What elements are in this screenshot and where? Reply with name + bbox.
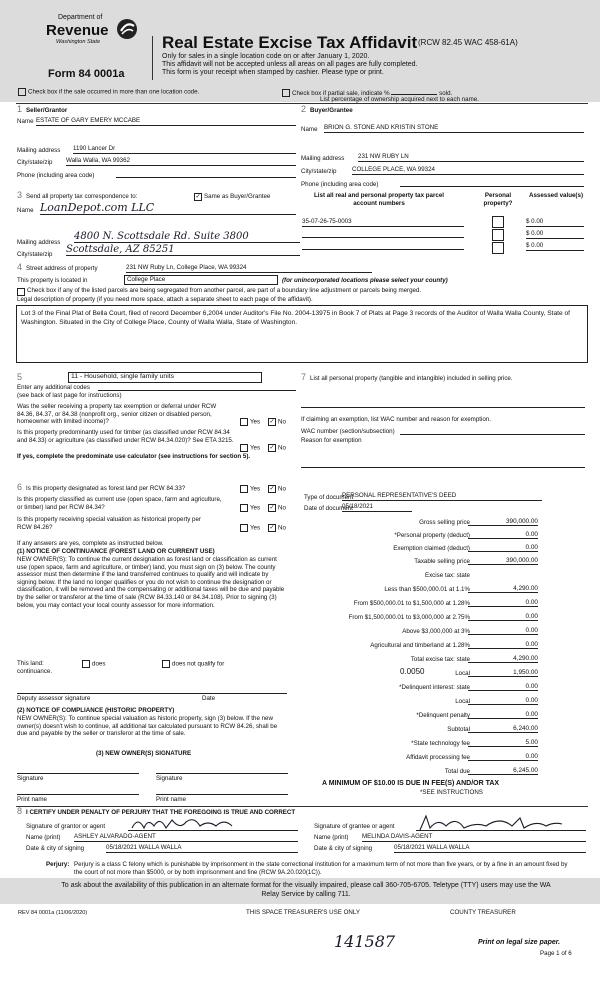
correspondence-city-field[interactable]: Scottsdale, AZ 85251	[66, 244, 300, 256]
buyer-phone-label: Phone (including area code)	[301, 181, 379, 188]
signature-label-1: Signature	[17, 775, 44, 782]
seller-phone-field[interactable]	[116, 170, 296, 178]
located-select[interactable]: College Place	[124, 275, 278, 285]
forest-yes[interactable]	[240, 485, 260, 493]
timber-no[interactable]	[268, 444, 286, 452]
located-label: This property is located in	[17, 277, 88, 284]
tax-line-label: Affidavit processing fee	[406, 754, 470, 761]
checkbox-does[interactable]	[82, 660, 90, 668]
tax-line-value[interactable]: 4,290.00	[468, 655, 538, 663]
checkbox-partial-sale[interactable]	[282, 89, 290, 97]
legal-label: Legal description of property (if you need more space, attach a separate sheet to each page of the affidavit).	[17, 296, 313, 303]
print-name-label-2: Print name	[156, 796, 186, 803]
tax-line-value[interactable]: 0.00	[468, 683, 538, 691]
legal-description-text: Lot 3 of the Final Plat of Bella Court, filed of record December 6,2004 under Auditor's File No. 2004-13975 in Book 7 of Plats at Page 3 records of the Auditor of Walla Walla County, State of Washington. Situated in the City of College Place, County of Walla Walla, State of Washington.	[21, 310, 570, 326]
yes-label: Yes	[250, 485, 261, 493]
checkbox-same-as-buyer[interactable]: ✓	[195, 194, 201, 200]
form-rcw: (RCW 82.45 WAC 458-61A)	[418, 38, 518, 47]
alt-format-text: To ask about the availability of this publication in an alternate format for the visually impaired, please call 360-705-6705. Teletype (TTY) users may use the WA Relay Service by calling 711.	[61, 882, 551, 898]
county-treasurer: COUNTY TREASURER	[450, 909, 516, 916]
tax-line-label: Gross selling price	[419, 519, 470, 526]
current-use-yes[interactable]	[240, 504, 260, 512]
parcel-personal-checkbox[interactable]	[492, 242, 504, 254]
doc-type-label: Type of document	[304, 494, 354, 501]
parcel-table	[300, 190, 588, 258]
checkbox-yes[interactable]	[240, 444, 248, 452]
tax-line-label: Less than $500,000.01 at 1.1%	[384, 586, 470, 593]
page-number: Page 1 of 6	[540, 950, 572, 957]
tax-line-value[interactable]: 0.00	[468, 697, 538, 705]
tax-line-label: Exemption claimed (deduct)	[393, 545, 470, 552]
tax-line-label: Taxable selling price	[414, 558, 470, 565]
certify-statement: I CERTIFY UNDER PENALTY OF PERJURY THAT THE FOREGOING IS TRUE AND CORRECT	[26, 809, 296, 816]
land-does[interactable]	[82, 660, 105, 668]
street-num: 4	[17, 262, 23, 272]
tax-line-label: Total excise tax: state	[410, 656, 470, 663]
check-partial-label: Check box if partial sale, indicate %	[292, 90, 390, 97]
seller-section	[16, 104, 298, 186]
new-owner-print-field-1[interactable]	[17, 787, 139, 795]
parcel-value-field[interactable]: $ 0.00	[526, 230, 584, 239]
buyer-phone-field[interactable]	[400, 179, 584, 187]
buyer-mailing-label: Mailing address	[301, 155, 345, 162]
correspondence-name-label: Name	[17, 207, 34, 214]
historic-question: Is this property receiving special valuation as historical property per RCW 84.26?	[17, 516, 201, 531]
reason-label: Reason for exemption	[301, 437, 362, 444]
tax-calculation	[300, 516, 588, 802]
buyer-name-label: Name	[301, 126, 318, 133]
section7	[300, 372, 588, 480]
grantor-signature-scribble	[128, 814, 248, 832]
correspondence-mailing-field[interactable]: 4800 N. Scottsdale Rd. Suite 3800	[74, 231, 300, 243]
seller-mailing-field[interactable]: 1190 Lancer Dr	[73, 145, 296, 154]
this-land-label: This land:	[17, 660, 44, 667]
tax-line-label: Total due	[444, 768, 470, 775]
tax-line-value[interactable]: 1,950.00	[468, 669, 538, 677]
current-use-question: Is this property classified as current use (open space, farm and agriculture, or timber) land per RCW 84.34?	[17, 496, 222, 511]
seller-mailing-label: Mailing address	[17, 147, 61, 154]
tax-line-value[interactable]: 390,000.00	[468, 557, 538, 565]
current-use-no[interactable]	[268, 504, 286, 512]
exemption-yes[interactable]	[240, 418, 260, 426]
checkbox-does-not[interactable]	[162, 660, 170, 668]
form-title: Real Estate Excise Tax Affidavit	[162, 33, 418, 52]
checkbox-segregated[interactable]	[17, 288, 25, 296]
grantee-sig-label: Signature of grantee or agent	[314, 823, 395, 830]
seller-heading: Seller/Grantor	[26, 107, 68, 114]
ownership-note: List percentage of ownership acquired next to each name.	[320, 96, 479, 103]
forest-no[interactable]	[268, 485, 286, 493]
historic-yes[interactable]	[240, 524, 260, 532]
grantee-signature-scribble	[416, 814, 566, 832]
see-instructions: *SEE INSTRUCTIONS	[420, 789, 483, 796]
timber-note: If yes, complete the predominate use calculator (see instructions for section 5).	[17, 453, 251, 460]
buyer-mailing-field[interactable]: 231 NW RUBY LN	[358, 153, 584, 162]
forest-question: Is this property designated as forest land per RCW 84.33?	[26, 485, 186, 492]
exemption-no[interactable]	[268, 418, 286, 426]
personal-property-field[interactable]	[301, 400, 585, 408]
timber-question: Is this property predominantly used for timber (as classified under RCW 84.34 and 84.33) or agriculture (as classified under RCW 84.34.020)? See ETA 3215.	[17, 429, 234, 444]
seller-name-field[interactable]: ESTATE OF GARY EMERY MCCABE	[36, 117, 296, 126]
assessor-signature-field[interactable]	[17, 686, 287, 694]
receipt-number: 141587	[334, 932, 396, 951]
new-owner-signature-field-1[interactable]	[17, 766, 139, 774]
perjury-notice	[16, 860, 588, 878]
correspondence-num: 3	[17, 190, 23, 200]
same-as-buyer-label: Same as Buyer/Grantee	[204, 193, 271, 200]
yes-label: Yes	[250, 524, 261, 532]
seller-city-label: City/state/zip	[17, 159, 53, 166]
section5-num: 5	[17, 372, 23, 382]
doc-date-label: Date of document	[304, 505, 353, 512]
form-number: Form 84 0001a	[48, 68, 125, 80]
no-label: No	[278, 504, 286, 512]
notice-compliance-text: NEW OWNER(S): To continue special valuation as historic property, sign (3) below. If the new owner(s) doesn't wish to continue, all additional tax calculated pursuant to RCW 84.26, shall be due and payable by the seller or transferor at the time of sale.	[17, 715, 278, 738]
wac-number-label: WAC number (section/subsection)	[301, 428, 395, 435]
grantor-name-field[interactable]: ASHLEY ALVARADO-AGENT	[74, 833, 298, 842]
grantor-date-field[interactable]: 05/18/2021 WALLA WALLA	[106, 844, 298, 853]
section7-num: 7	[301, 372, 307, 382]
section8	[16, 806, 588, 860]
dor-logo	[40, 14, 150, 52]
header-divider	[152, 36, 153, 80]
new-owner-signature-title: (3) NEW OWNER(S) SIGNATURE	[96, 750, 192, 757]
reason-field[interactable]	[301, 460, 585, 468]
correspondence-city-label: City/state/zip	[17, 251, 53, 258]
tax-line-label: Local	[455, 670, 470, 677]
tax-line-value[interactable]: 5.00	[468, 739, 538, 747]
buyer-city-label: City/state/zip	[301, 168, 337, 175]
treasurer-use: THIS SPACE TREASURER'S USE ONLY	[246, 909, 360, 916]
land-use-select[interactable]: 11 - Household, single family units	[68, 372, 262, 383]
parcel-value-field[interactable]: $ 0.00	[526, 242, 584, 251]
seller-city-field[interactable]: Walla Walla, WA 99362	[66, 157, 296, 166]
street-section	[16, 262, 588, 366]
personal-property-label: List all personal property (tangible and intangible) included in selling price.	[310, 375, 513, 382]
yes-label: Yes	[250, 444, 261, 452]
tax-line-value[interactable]: 390,000.00	[468, 518, 538, 526]
assessor-date-label: Date	[202, 695, 216, 702]
tax-line-label: *Delinquent penalty	[416, 712, 470, 719]
grantee-name-field[interactable]: MELINDA DAVIS-AGENT	[362, 833, 586, 842]
notice-1: Only for sales in a single location code on or after January 1, 2020.	[162, 53, 370, 60]
tax-line-label: From $500,000.01 to $1,500,000 at 1.28%	[353, 600, 470, 607]
no-label: No	[278, 524, 286, 532]
tax-line-value[interactable]: 0.00	[468, 627, 538, 635]
new-owner-signature-field-2[interactable]	[156, 766, 288, 774]
parcel-header-personal: Personal property?	[483, 192, 513, 207]
tax-line-label: From $1,500,000.01 to $3,000,000 at 2.75%	[348, 614, 470, 621]
buyer-city-field[interactable]: COLLEGE PLACE, WA 99324	[352, 166, 584, 175]
checkbox-no[interactable]: ✓	[269, 445, 275, 451]
tax-line-value[interactable]: 0.00	[468, 613, 538, 621]
grantor-name-label: Name (print)	[26, 834, 61, 841]
checkbox-multi-location[interactable]	[18, 88, 26, 96]
parcel-account-field[interactable]	[302, 242, 464, 250]
checkbox-no[interactable]: ✓	[269, 486, 275, 492]
section6-num: 6	[17, 482, 23, 492]
seller-num: 1	[17, 104, 23, 114]
seller-name-label: Name	[17, 118, 34, 125]
parcel-account-field[interactable]	[302, 230, 464, 238]
checkbox-yes[interactable]	[240, 418, 248, 426]
tax-line-value[interactable]: 0.00	[468, 531, 538, 539]
parcel-value-field[interactable]: $ 0.00	[526, 218, 584, 227]
exemption-question: Was the seller receiving a property tax exemption or deferral under RCW 84.36, 84.37, or 84.38 (nonprofit org., senior citizen or disabled person, homeowner with limited income)?	[17, 403, 217, 426]
no-label: No	[278, 485, 286, 493]
notice-compliance-title: (2) NOTICE OF COMPLIANCE (HISTORIC PROPERTY)	[17, 707, 175, 714]
parcel-personal-checkbox[interactable]	[492, 216, 504, 228]
wac-number-field[interactable]	[400, 427, 585, 435]
perjury-label: Perjury:	[46, 861, 70, 868]
does-label: does	[92, 660, 106, 668]
street-label: Street address of property	[26, 265, 98, 272]
alt-format-band	[0, 878, 600, 904]
tax-line-label: *State technology fee	[411, 740, 470, 747]
rev-number: REV 84 0001a (11/06/2020)	[18, 910, 88, 916]
tax-line-label: Excise tax: state	[424, 572, 470, 579]
seller-phone-label: Phone (including area code)	[17, 172, 95, 179]
sold-label: sold.	[439, 90, 453, 97]
checkbox-yes[interactable]	[240, 524, 248, 532]
tax-line-label: *Delinquent interest: state	[399, 684, 470, 691]
tax-line-value[interactable]: 6,240.00	[468, 725, 538, 733]
yes-label: Yes	[250, 418, 261, 426]
signature-label-2: Signature	[156, 775, 183, 782]
dept-line1: Department of	[58, 14, 103, 21]
correspondence-mailing-label: Mailing address	[17, 239, 61, 246]
tax-line-label: Local	[455, 698, 470, 705]
tax-line-value[interactable]: 0.00	[468, 753, 538, 761]
notice-2: This affidavit will not be accepted unless all areas on all pages are fully completed.	[162, 61, 418, 68]
checkbox-no[interactable]: ✓	[269, 419, 275, 425]
no-label: No	[278, 418, 286, 426]
section6	[16, 482, 298, 802]
land-does-not[interactable]	[162, 660, 224, 668]
parcel-header-list: List all real and personal property tax parcel account numbers	[314, 192, 444, 207]
grantee-date-label: Date & city of signing	[314, 845, 373, 852]
yes-label: Yes	[250, 504, 261, 512]
minimum-due-note: A MINIMUM OF $10.00 IS DUE IN FEE(S) AND/OR TAX	[322, 780, 500, 787]
grantor-signature-field[interactable]	[128, 814, 298, 831]
perjury-text: Perjury is a class C felony which is punishable by imprisonment in the state correctional institution for a maximum term of not more than five years, or by a fine in an amount fixed by the court of not more than $5000, or by both imprisonment and fine (RCW 9A.20.020(1C)).	[74, 861, 568, 876]
correspondence-name-field[interactable]: LoanDepot.com LLC	[40, 201, 296, 215]
unincorporated-note: (for unincorporated locations please select your county)	[282, 277, 448, 284]
see-back-note: (see back of last page for instructions)	[17, 392, 122, 399]
assessor-signature-label: Deputy assessor signature	[17, 695, 91, 702]
grantee-name-label: Name (print)	[314, 834, 349, 841]
tax-line-label: Above $3,000,000 at 3%	[402, 628, 470, 635]
revenue-swirl-icon	[116, 18, 138, 40]
legal-description-box[interactable]	[16, 305, 588, 363]
check-multi-label: Check box if the sale occurred in more than one location code.	[28, 88, 200, 96]
checkbox-yes[interactable]	[240, 504, 248, 512]
checkbox-no[interactable]: ✓	[269, 505, 275, 511]
additional-codes-field[interactable]	[98, 383, 296, 391]
grantor-date-label: Date & city of signing	[26, 845, 85, 852]
correspondence-section	[16, 190, 298, 262]
tax-line-label: Subtotal	[447, 726, 470, 733]
tax-line-value[interactable]: 0.00	[468, 599, 538, 607]
tax-line-value[interactable]: 6,245.00	[468, 767, 538, 775]
dept-line3: Washington State	[56, 39, 101, 45]
tax-line-value[interactable]: 0.00	[468, 711, 538, 719]
legal-size-note: Print on legal size paper.	[478, 939, 561, 946]
timber-yes[interactable]	[240, 444, 260, 452]
buyer-num: 2	[301, 104, 307, 114]
print-name-label-1: Print name	[17, 796, 47, 803]
new-owner-print-field-2[interactable]	[156, 787, 288, 795]
grantee-date-field[interactable]: 05/18/2021 WALLA WALLA	[394, 844, 586, 853]
buyer-heading: Buyer/Grantee	[310, 107, 353, 114]
check-multi-location[interactable]	[18, 88, 199, 96]
segregated-label: Check box if any of the listed parcels are being segregated from another parcel, are part of a boundary line adjustment or parcels being merged.	[27, 287, 422, 294]
parcel-account-field[interactable]: 35-07-26-75-0003	[302, 218, 464, 227]
buyer-section	[300, 104, 588, 186]
local-rate: 0.0050	[400, 667, 425, 676]
grantor-sig-label: Signature of grantor or agent	[26, 823, 106, 830]
buyer-name-field[interactable]: BRION G. STONE AND KRISTIN STONE	[324, 124, 584, 133]
doc-type-field[interactable]: PERSONAL REPRESENTATIVE'S DEED	[342, 492, 542, 501]
historic-no[interactable]	[268, 524, 286, 532]
correspondence-label: Send all property tax correspondence to:	[26, 193, 138, 200]
tax-line-label: *Personal property (deduct)	[394, 532, 470, 539]
checkbox-yes[interactable]	[240, 485, 248, 493]
grantee-signature-field[interactable]	[416, 814, 586, 831]
partial-percent-field[interactable]	[391, 88, 437, 95]
parcel-header-assessed: Assessed value(s)	[529, 192, 583, 199]
parcel-personal-checkbox[interactable]	[492, 229, 504, 241]
tax-line-value[interactable]: 0.00	[468, 641, 538, 649]
no-label: No	[278, 444, 286, 452]
continuance-label: continuance.	[17, 668, 53, 675]
exemption-wac-label: If claiming an exemption, list WAC number and reason for exemption.	[301, 416, 491, 423]
if-yes-note: If any answers are yes, complete as instructed below.	[17, 540, 164, 547]
doc-date-field[interactable]: 05/18/2021	[342, 503, 412, 512]
notice-continuance-title: (1) NOTICE OF CONTINUANCE (FOREST LAND OR CURRENT USE)	[17, 548, 215, 555]
tax-line-label: Agricultural and timberland at 1.28%	[370, 642, 470, 649]
street-address-field[interactable]: 231 NW Ruby Ln, College Place, WA 99324	[126, 264, 372, 273]
tax-line-value[interactable]: 4,290.00	[468, 585, 538, 593]
notice-3: This form is your receipt when stamped by cashier. Please type or print.	[162, 69, 384, 76]
additional-codes-label: Enter any additional codes	[17, 384, 90, 391]
checkbox-no[interactable]: ✓	[269, 525, 275, 531]
section5	[16, 372, 298, 480]
tax-line-value[interactable]: 0.00	[468, 544, 538, 552]
dept-line2: Revenue	[46, 22, 109, 39]
section8-num: 8	[17, 806, 23, 816]
notice-continuance-text: NEW OWNER(S): To continue the current designation as forest land or classification as current use (open space, farm and agriculture, or timber) land, you must sign on (3) below. The county assessor must then determine if the land transferred continues to qualify and will indicate by signing below. If the land no longer qualifies or you do not wish to continue the designation or classification, it will be removed and the compensating or additional taxes will be due and payable by the seller or transferor at the time of sale (RCW 84.33.140 or 84.34.108). Prior to signing (3) below, you may contact your local county assessor for more information.	[17, 556, 285, 609]
does-not-label: does not qualify for	[172, 660, 225, 668]
